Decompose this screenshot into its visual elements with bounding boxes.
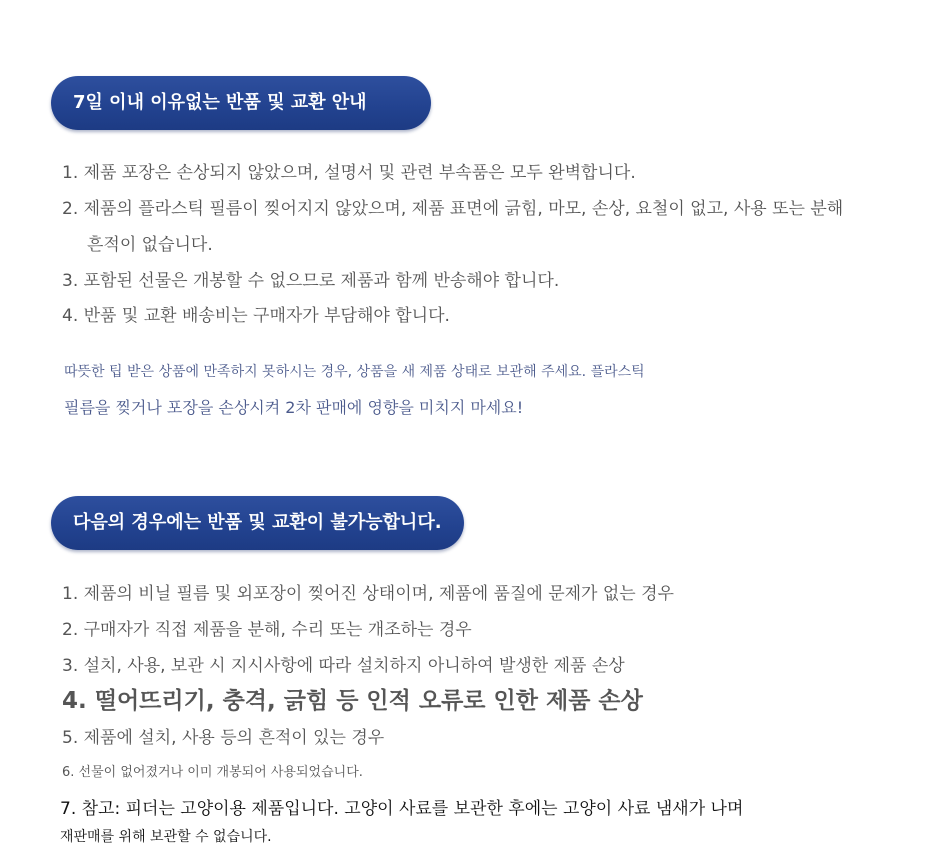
list-item: 1. 제품의 비닐 필름 및 외포장이 찢어진 상태이며, 제품에 품질에 문제가 없는 경우 [62,584,674,604]
list-item: 5. 제품에 설치, 사용 등의 흔적이 있는 경우 [62,728,385,748]
list-item: 1. 제품 포장은 손상되지 않았으며, 설명서 및 관련 부속품은 모두 완벽합니다. [62,163,636,183]
list-item: 4. 떨어뜨리기, 충격, 긁힘 등 인적 오류로 인한 제품 손상 [62,688,643,714]
section-title: 7일 이내 이유없는 반품 및 교환 안내 [73,92,367,113]
list-item: 4. 반품 및 교환 배송비는 구매자가 부담해야 합니다. [62,306,450,326]
tip-text: 따뜻한 팁 받은 상품에 만족하지 못하시는 경우, 상품을 새 제품 상태로 보관해 주세요. 플라스틱 [64,364,645,380]
list-item-continuation: 흔적이 없습니다. [87,235,213,255]
section-title: 다음의 경우에는 반품 및 교환이 불가능합니다. [73,512,442,533]
list-item-note: 7. 참고: 피더는 고양이용 제품입니다. 고양이 사료를 보관한 후에는 고양이 사료 냄새가 나며 [60,799,744,819]
list-item: 2. 제품의 플라스틱 필름이 찢어지지 않았으며, 제품 표면에 긁힘, 마모, 손상, 요철이 없고, 사용 또는 분해 [62,199,844,219]
list-item: 2. 구매자가 직접 제품을 분해, 수리 또는 개조하는 경우 [62,620,472,640]
tip-text: 필름을 찢거나 포장을 손상시켜 2차 판매에 영향을 미치지 마세요! [64,398,524,417]
list-item: 6. 선물이 없어졌거나 이미 개봉되어 사용되었습니다. [62,765,363,780]
list-item-note-continuation: 재판매를 위해 보관할 수 없습니다. [60,829,272,845]
list-item: 3. 포함된 선물은 개봉할 수 없으므로 제품과 함께 반송해야 합니다. [62,271,560,291]
section-header-return-policy [51,76,431,130]
list-item: 3. 설치, 사용, 보관 시 지시사항에 따라 설치하지 아니하여 발생한 제품 손상 [62,656,625,676]
section-header-non-returnable [51,496,464,550]
